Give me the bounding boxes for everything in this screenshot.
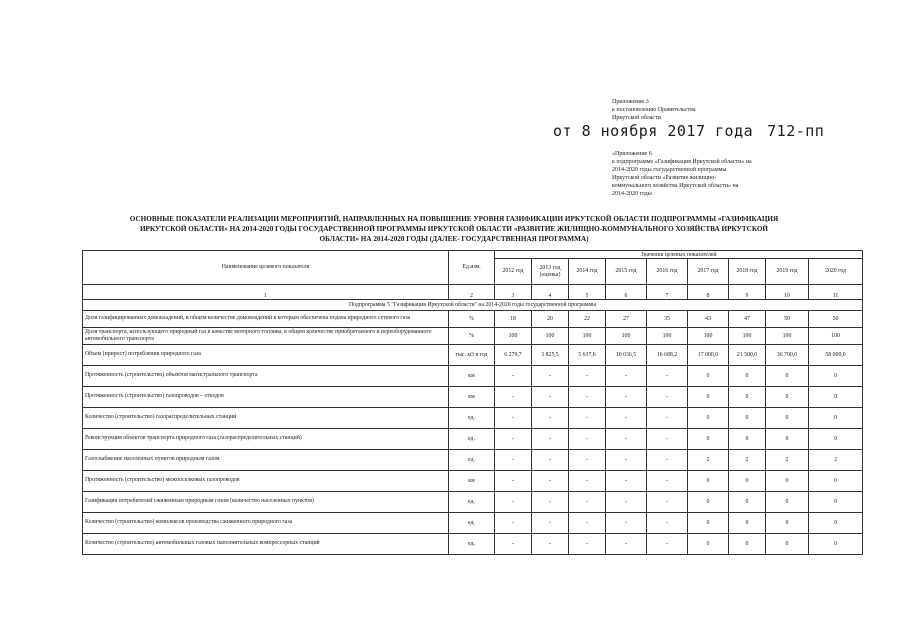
indicator-value: 0 — [766, 365, 809, 386]
indicator-value: - — [569, 428, 606, 449]
indicator-value: - — [495, 428, 532, 449]
column-number: 2 — [449, 284, 495, 300]
year-header: 2015 год — [606, 259, 647, 284]
indicator-name: Объем (прирост) потребления природного газа — [83, 344, 449, 365]
indicator-unit: ед. — [449, 407, 495, 428]
indicator-value: - — [606, 491, 647, 512]
indicator-value: 0 — [688, 365, 729, 386]
indicator-value: - — [647, 449, 688, 470]
indicator-value: - — [647, 365, 688, 386]
indicator-value: - — [569, 386, 606, 407]
column-number: 3 — [495, 284, 532, 300]
indicator-name: Протяженность (строительство) газопроводов – отводов — [83, 386, 449, 407]
indicator-value: - — [569, 365, 606, 386]
indicator-value: - — [606, 365, 647, 386]
indicator-value: - — [606, 407, 647, 428]
indicator-value: - — [532, 407, 569, 428]
indicator-name: Газификация потребителей сжиженным природным газом (количество населенных пунктов) — [83, 491, 449, 512]
indicator-value: 0 — [766, 470, 809, 491]
indicator-value: 0 — [729, 428, 766, 449]
table-row — [83, 470, 863, 491]
year-header: 2013 год (оценка) — [532, 259, 569, 284]
indicator-value: 0 — [766, 491, 809, 512]
indicator-value: - — [569, 470, 606, 491]
indicator-value: 100 — [647, 327, 688, 344]
indicator-value: - — [495, 533, 532, 554]
column-number: 8 — [688, 284, 729, 300]
column-header-values: Значения целевых показателей — [495, 251, 863, 259]
year-header: 2018 год — [729, 259, 766, 284]
indicator-value: - — [606, 449, 647, 470]
indicator-value: - — [647, 407, 688, 428]
table-row — [83, 533, 863, 554]
indicator-value: 0 — [729, 365, 766, 386]
indicator-value: 50 — [766, 310, 809, 327]
table-row — [83, 327, 863, 344]
indicator-value: 0 — [809, 365, 863, 386]
indicator-value: - — [532, 512, 569, 533]
indicator-value: 0 — [809, 428, 863, 449]
table-row — [83, 386, 863, 407]
appendix-6-line-1: «Приложение 6 — [612, 151, 652, 157]
indicator-name: Количество (строительство) автомобильных газовых наполнительных компрессорных станций — [83, 533, 449, 554]
indicator-value: 20 — [532, 310, 569, 327]
indicator-value: 100 — [606, 327, 647, 344]
indicator-value: - — [647, 470, 688, 491]
indicator-value: - — [532, 533, 569, 554]
indicator-value: - — [532, 365, 569, 386]
indicator-value: - — [495, 491, 532, 512]
indicator-value: 0 — [688, 386, 729, 407]
column-number: 6 — [606, 284, 647, 300]
indicator-value: 10 036,5 — [606, 344, 647, 365]
indicator-name: Количество (строительство) газораспределительных станций — [83, 407, 449, 428]
indicator-value: - — [569, 491, 606, 512]
indicator-value: 100 — [569, 327, 606, 344]
resolution-date: от 8 ноября 2017 года — [553, 122, 754, 140]
document-title-line-1: ОСНОВНЫЕ ПОКАЗАТЕЛИ РЕАЛИЗАЦИИ МЕРОПРИЯТИЙ, НАПРАВЛЕННЫХ НА ПОВЫШЕНИЕ УРОВНЯ ГАЗИФИКАЦИИ ИРКУТСКОЙ ОБЛАСТИ ПОДПРОГРАММЫ «ГАЗИФИКАЦИЯ — [129, 215, 779, 223]
year-header: 2019 год — [766, 259, 809, 284]
indicator-value: - — [569, 533, 606, 554]
appendix-6-line-6: 2014-2020 годы — [612, 191, 652, 197]
indicator-unit: ед. — [449, 533, 495, 554]
table-row — [83, 491, 863, 512]
indicator-value: - — [532, 428, 569, 449]
indicator-value: 36 700,0 — [766, 344, 809, 365]
table-row — [83, 407, 863, 428]
column-header-name: Наименование целевого показателя — [83, 251, 449, 285]
resolution-date-stamp — [553, 120, 825, 142]
indicator-value: - — [532, 449, 569, 470]
indicator-value: 0 — [688, 533, 729, 554]
indicator-value: 43 — [688, 310, 729, 327]
table-row — [83, 428, 863, 449]
indicator-unit: ед. — [449, 491, 495, 512]
column-number: 11 — [809, 284, 863, 300]
indicator-value: 21 500,0 — [729, 344, 766, 365]
appendix-6-line-3: 2014-2020 годы государственной программы — [612, 167, 727, 173]
indicator-value: 0 — [766, 512, 809, 533]
indicator-value: 0 — [729, 470, 766, 491]
indicator-value: 0 — [809, 512, 863, 533]
indicator-value: - — [495, 365, 532, 386]
document-title-line-3: ОБЛАСТИ» НА 2014-2020 ГОДЫ (ДАЛЕЕ- ГОСУДАРСТВЕННАЯ ПРОГРАММА) — [319, 235, 589, 243]
year-header: 2020 год — [809, 259, 863, 284]
indicator-value: - — [647, 512, 688, 533]
indicator-unit: км — [449, 386, 495, 407]
indicator-unit: ед. — [449, 449, 495, 470]
indicator-value: 0 — [809, 386, 863, 407]
indicator-value: 50 — [809, 310, 863, 327]
indicator-value: - — [569, 512, 606, 533]
table-row — [83, 365, 863, 386]
indicator-value: - — [532, 386, 569, 407]
indicator-unit: ед. — [449, 428, 495, 449]
indicator-value: 0 — [688, 512, 729, 533]
indicator-value: - — [606, 428, 647, 449]
indicator-value: 0 — [688, 491, 729, 512]
indicator-value: - — [647, 428, 688, 449]
indicator-value: 6 279,7 — [495, 344, 532, 365]
indicator-value: 16 688,2 — [647, 344, 688, 365]
appendix-3-line-3: Иркутской области — [612, 115, 661, 121]
indicator-value: 0 — [729, 491, 766, 512]
indicator-value: 0 — [729, 533, 766, 554]
indicator-value: 2 — [809, 449, 863, 470]
year-header: 2014 год — [569, 259, 606, 284]
indicator-value: 2 — [688, 449, 729, 470]
column-number: 1 — [83, 284, 449, 300]
indicators-table-body — [83, 251, 863, 555]
appendix-3-line-1: Приложение 3 — [612, 99, 649, 105]
indicator-unit: ед. — [449, 512, 495, 533]
indicator-value: - — [569, 449, 606, 470]
column-header-unit: Ед.изм. — [449, 251, 495, 285]
indicator-unit: % — [449, 327, 495, 344]
column-number: 9 — [729, 284, 766, 300]
indicator-value: 5 637,6 — [569, 344, 606, 365]
indicator-value: - — [647, 386, 688, 407]
document-title — [86, 214, 822, 244]
indicator-value: - — [495, 449, 532, 470]
indicator-name: Реконструкция объектов транспорта природного газа (газораспределительных станций) — [83, 428, 449, 449]
indicator-value: 100 — [495, 327, 532, 344]
indicator-value: 100 — [729, 327, 766, 344]
indicators-table — [82, 250, 863, 555]
indicator-value: 3 825,5 — [532, 344, 569, 365]
indicator-value: - — [495, 386, 532, 407]
indicator-value: - — [647, 491, 688, 512]
indicator-value: 18 — [495, 310, 532, 327]
indicator-value: 27 — [606, 310, 647, 327]
appendix-6-line-2: к подпрограмме «Газификация Иркутской области» на — [612, 159, 752, 165]
indicator-name: Протяженность (строительство) объектов магистрального транспорта — [83, 365, 449, 386]
table-row — [83, 449, 863, 470]
appendix-3-header — [612, 98, 732, 122]
table-row — [83, 344, 863, 365]
indicator-value: 58 000,0 — [809, 344, 863, 365]
column-number: 7 — [647, 284, 688, 300]
indicator-value: 0 — [688, 428, 729, 449]
indicator-value: 0 — [809, 470, 863, 491]
column-numbers-row — [83, 284, 863, 300]
indicator-value: 0 — [809, 407, 863, 428]
column-number: 4 — [532, 284, 569, 300]
indicator-name: Доля транспорта, использующего природный газ в качестве моторного топлива, в общем количестве приобретаемого и переоборудованного автомобильного транспорта — [83, 327, 449, 344]
document-title-line-2: ИРКУТСКОЙ ОБЛАСТИ» НА 2014-2020 ГОДЫ ГОСУДАРСТВЕННОЙ ПРОГРАММЫ ИРКУТСКОЙ ОБЛАСТИ «РАЗВИТИЕ ЖИЛИЩНО-КОММУНАЛЬНОГО ХОЗЯЙСТВА ИРКУТСКОЙ — [139, 225, 769, 233]
subprogram-row — [83, 300, 863, 311]
indicator-value: 47 — [729, 310, 766, 327]
indicator-value: 35 — [647, 310, 688, 327]
indicator-value: 0 — [766, 407, 809, 428]
indicator-value: 0 — [766, 386, 809, 407]
indicator-value: 100 — [688, 327, 729, 344]
indicator-unit: % — [449, 310, 495, 327]
appendix-6-line-4: Иркутской области «Развитие жилищно- — [612, 175, 717, 181]
indicator-value: 0 — [766, 533, 809, 554]
indicator-value: - — [532, 470, 569, 491]
indicator-value: - — [647, 533, 688, 554]
indicator-value: 0 — [688, 470, 729, 491]
appendix-3-line-2: к постановлению Правительства — [612, 107, 696, 113]
indicator-unit: тыс. м3 в год — [449, 344, 495, 365]
indicator-unit: км — [449, 365, 495, 386]
subprogram-title: Подпрограмма 5 "Газификация Иркутской области" на 2014-2020 годы государственной программы — [83, 300, 863, 311]
table-header-row — [83, 251, 863, 259]
indicator-name: Газоснабжение населенных пунктов природным газом — [83, 449, 449, 470]
indicator-value: - — [532, 491, 569, 512]
year-header: 2016 год — [647, 259, 688, 284]
indicator-value: - — [606, 386, 647, 407]
appendix-6-header — [612, 150, 777, 198]
indicator-name: Доля газифицированных домовладений, в общем количестве домовладений к которым обеспечена подача природного сетевого газа — [83, 310, 449, 327]
table-row — [83, 512, 863, 533]
indicator-value: - — [606, 512, 647, 533]
indicator-value: - — [495, 407, 532, 428]
indicator-value: 2 — [729, 449, 766, 470]
indicator-value: 100 — [766, 327, 809, 344]
column-number: 5 — [569, 284, 606, 300]
table-row — [83, 310, 863, 327]
indicator-unit: км — [449, 470, 495, 491]
indicator-value: 2 — [766, 449, 809, 470]
indicator-value: - — [606, 533, 647, 554]
indicator-value: 0 — [729, 512, 766, 533]
indicator-value: 0 — [809, 491, 863, 512]
indicator-value: - — [569, 407, 606, 428]
indicator-value: 0 — [729, 386, 766, 407]
resolution-number: 712-пп — [767, 122, 825, 140]
appendix-6-line-5: коммунального хозяйства Иркутской области» на — [612, 183, 739, 189]
indicator-value: 17 000,0 — [688, 344, 729, 365]
indicator-value: 22 — [569, 310, 606, 327]
indicator-value: 100 — [809, 327, 863, 344]
indicator-value: 0 — [809, 533, 863, 554]
indicator-value: - — [495, 512, 532, 533]
indicator-name: Протяженность (строительство) межпоселковых газопроводов — [83, 470, 449, 491]
indicator-value: - — [495, 470, 532, 491]
indicator-value: - — [606, 470, 647, 491]
year-header: 2012 год — [495, 259, 532, 284]
indicator-value: 0 — [766, 428, 809, 449]
column-number: 10 — [766, 284, 809, 300]
indicator-value: 0 — [688, 407, 729, 428]
year-header: 2017 год — [688, 259, 729, 284]
indicator-name: Количество (строительство) комплексов производства сжиженного природного газа — [83, 512, 449, 533]
indicator-value: 0 — [729, 407, 766, 428]
indicator-value: 100 — [532, 327, 569, 344]
